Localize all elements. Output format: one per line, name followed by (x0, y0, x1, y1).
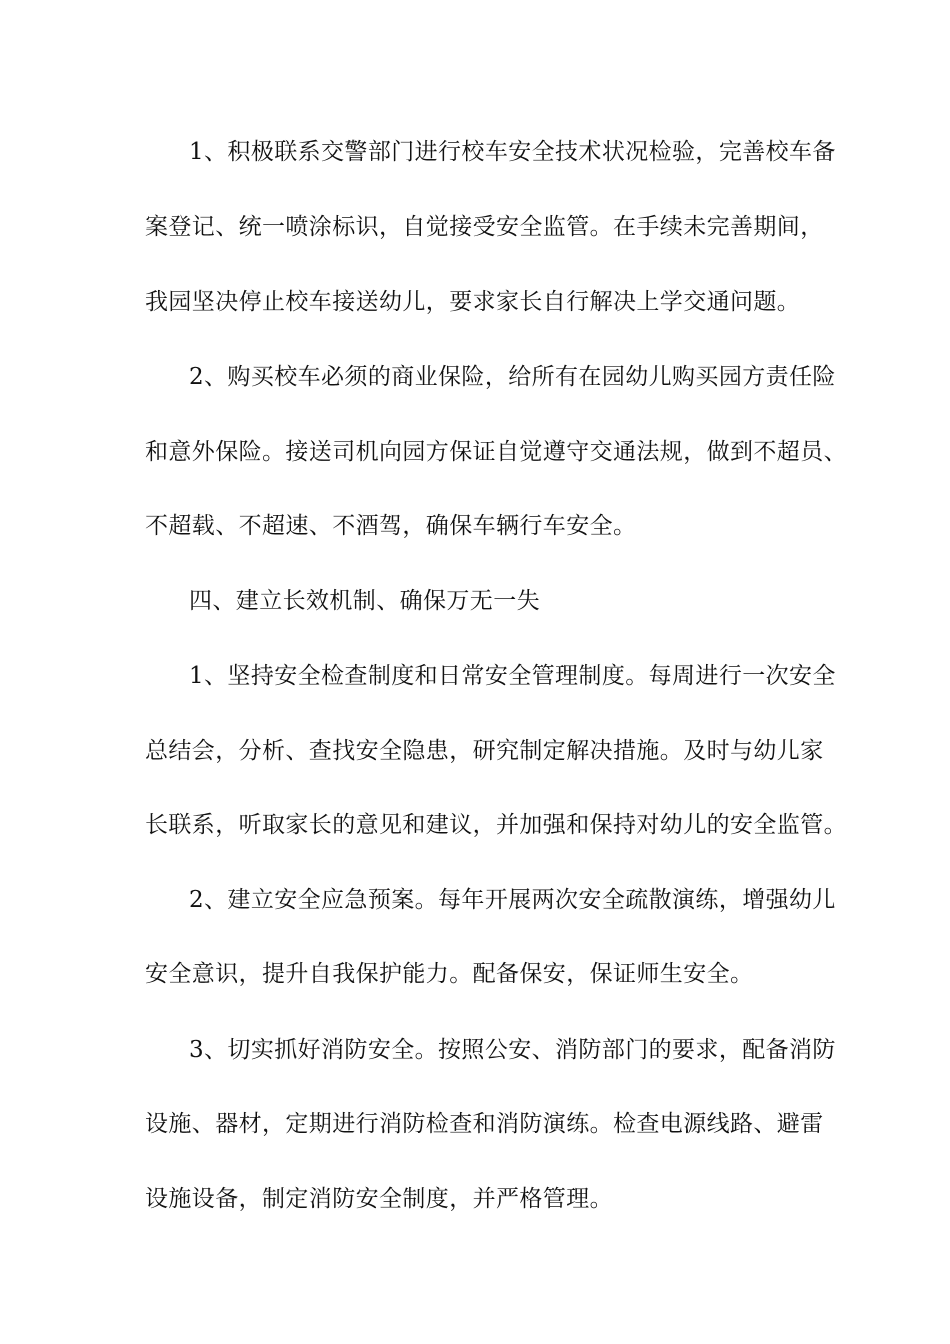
paragraph-line: 2、购买校车必须的商业保险，给所有在园幼儿购买园方责任险 (189, 364, 836, 390)
paragraph-line: 长联系，听取家长的意见和建议，并加强和保持对幼儿的安全监管。 (145, 812, 847, 838)
paragraph-line: 1、积极联系交警部门进行校车安全技术状况检验，完善校车备 (189, 139, 836, 165)
paragraph-line: 设施、器材，定期进行消防检查和消防演练。检查电源线路、避雷 (145, 1111, 824, 1137)
paragraph-line: 2、建立安全应急预案。每年开展两次安全疏散演练，增强幼儿 (189, 887, 836, 913)
paragraph-line: 1、坚持安全检查制度和日常安全管理制度。每周进行一次安全 (189, 663, 836, 689)
section-heading: 四、建立长效机制、确保万无一失 (189, 588, 540, 614)
paragraph-line: 设施设备，制定消防安全制度，并严格管理。 (145, 1186, 613, 1212)
paragraph-line: 和意外保险。接送司机向园方保证自觉遵守交通法规，做到不超员、 (145, 439, 847, 465)
paragraph-line: 3、切实抓好消防安全。按照公安、消防部门的要求，配备消防 (189, 1037, 836, 1063)
paragraph-line: 案登记、统一喷涂标识，自觉接受安全监管。在手续未完善期间， (145, 214, 824, 240)
paragraph-line: 不超载、不超速、不酒驾，确保车辆行车安全。 (145, 513, 637, 539)
paragraph-line: 我园坚决停止校车接送幼儿，要求家长自行解决上学交通问题。 (145, 289, 801, 315)
paragraph-line: 安全意识，提升自我保护能力。配备保安，保证师生安全。 (145, 961, 754, 987)
paragraph-line: 总结会，分析、查找安全隐患，研究制定解决措施。及时与幼儿家 (145, 738, 824, 764)
